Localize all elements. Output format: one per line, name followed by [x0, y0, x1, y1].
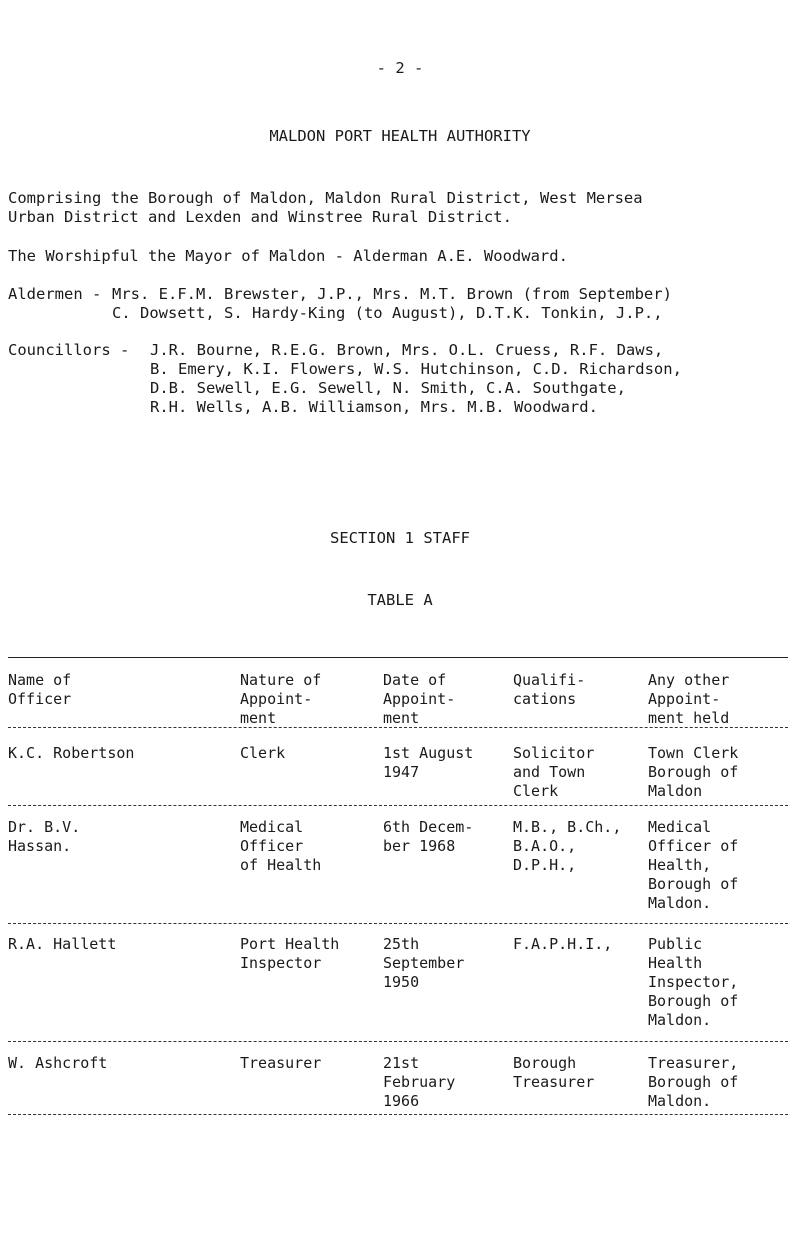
cell-date: 21st February 1966 — [383, 1054, 456, 1110]
header-divider — [8, 727, 788, 728]
cell-nature: Medical Officer of Health — [240, 818, 322, 874]
page-title: MALDON PORT HEALTH AUTHORITY — [269, 127, 531, 145]
mayor-line: The Worshipful the Mayor of Maldon - Alderman A.E. Woodward. — [8, 247, 568, 265]
cell-other: Public Health Inspector, Borough of Maldon. — [648, 935, 739, 1029]
row-divider — [8, 805, 788, 806]
cell-qualifications: M.B., B.Ch., B.A.O., D.P.H., — [513, 818, 622, 874]
cell-name: W. Ashcroft — [8, 1054, 108, 1072]
header-qualifications: Qualifi- cations — [513, 671, 586, 708]
cell-other: Town Clerk Borough of Maldon — [648, 744, 739, 800]
header-name: Name of Officer — [8, 671, 72, 708]
cell-qualifications: F.A.P.H.I., — [513, 935, 613, 953]
cell-nature: Port Health Inspector — [240, 935, 340, 972]
table-bottom-rule — [8, 1114, 788, 1115]
cell-name: K.C. Robertson — [8, 744, 135, 762]
page-number: - 2 - — [376, 59, 424, 77]
cell-name: R.A. Hallett — [8, 935, 117, 953]
header-other: Any other Appoint- ment held — [648, 671, 730, 727]
councillors-line-2: B. Emery, K.I. Flowers, W.S. Hutchinson, C.D. Richardson, — [150, 360, 682, 378]
councillors-label: Councillors - — [8, 341, 130, 359]
table-title: TABLE A — [367, 591, 433, 609]
councillors-line-4: R.H. Wells, A.B. Williamson, Mrs. M.B. Woodward. — [150, 398, 598, 416]
table-top-rule — [8, 657, 788, 658]
cell-other: Treasurer, Borough of Maldon. — [648, 1054, 739, 1110]
cell-other: Medical Officer of Health, Borough of Maldon. — [648, 818, 739, 912]
cell-qualifications: Borough Treasurer — [513, 1054, 595, 1091]
header-date: Date of Appoint- ment — [383, 671, 456, 727]
councillors-line-3: D.B. Sewell, E.G. Sewell, N. Smith, C.A. Southgate, — [150, 379, 626, 397]
row-divider — [8, 1041, 788, 1042]
aldermen-line-1: Mrs. E.F.M. Brewster, J.P., Mrs. M.T. Brown (from September) — [112, 285, 672, 303]
header-nature: Nature of Appoint- ment — [240, 671, 322, 727]
section-title: SECTION 1 STAFF — [330, 529, 470, 547]
comprising-line-2: Urban District and Lexden and Winstree Rural District. — [8, 208, 512, 226]
cell-date: 25th September 1950 — [383, 935, 465, 991]
councillors-line-1: J.R. Bourne, R.E.G. Brown, Mrs. O.L. Cruess, R.F. Daws, — [150, 341, 664, 359]
cell-name: Dr. B.V. Hassan. — [8, 818, 81, 855]
cell-date: 6th Decem- ber 1968 — [383, 818, 474, 855]
row-divider — [8, 923, 788, 924]
cell-nature: Clerk — [240, 744, 286, 762]
aldermen-line-2: C. Dowsett, S. Hardy-King (to August), D.T.K. Tonkin, J.P., — [112, 304, 663, 322]
cell-qualifications: Solicitor and Town Clerk — [513, 744, 595, 800]
cell-date: 1st August 1947 — [383, 744, 474, 781]
comprising-line-1: Comprising the Borough of Maldon, Maldon Rural District, West Mersea — [8, 189, 643, 207]
cell-nature: Treasurer — [240, 1054, 322, 1072]
aldermen-label: Aldermen - — [8, 285, 102, 303]
